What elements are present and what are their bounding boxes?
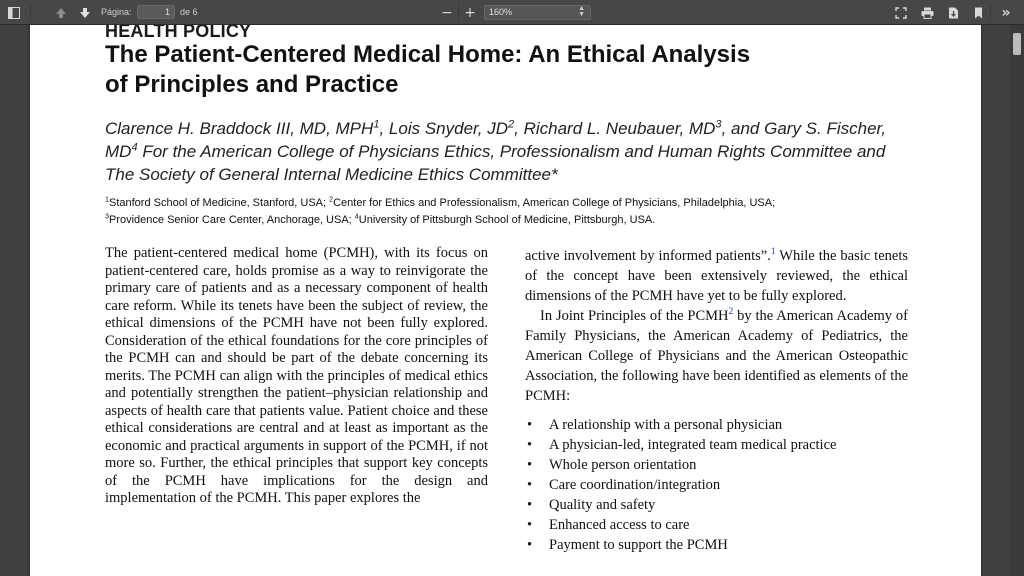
affil-ref: 4 bbox=[354, 212, 359, 221]
pdf-toolbar bbox=[0, 0, 1024, 25]
affil-ref: 2 bbox=[329, 195, 334, 204]
author-name: Richard L. Neubauer, MD bbox=[523, 119, 716, 138]
affiliation: University of Pittsburgh School of Medicine, Pittsburgh, USA. bbox=[358, 214, 656, 226]
list-item: • Care coordination/integration bbox=[525, 475, 908, 495]
vertical-scrollbar[interactable] bbox=[1010, 25, 1024, 576]
select-arrows-icon: ▲ ▼ bbox=[578, 5, 585, 18]
author-name: Clarence H. Braddock III, MD, MPH bbox=[105, 119, 374, 138]
article-title bbox=[105, 40, 865, 100]
sidebar-toggle-icon[interactable] bbox=[6, 3, 22, 22]
reference-link[interactable]: 2 bbox=[728, 307, 734, 318]
paragraph bbox=[525, 246, 908, 306]
previous-page-icon[interactable] bbox=[53, 3, 69, 22]
paragraph-text: In Joint Principles of the PCMH bbox=[540, 308, 729, 324]
affiliations bbox=[105, 195, 925, 229]
affiliation: Providence Senior Care Center, Anchorage, USA; bbox=[108, 214, 355, 226]
abstract-text: The patient-centered medical home (PCMH), with its focus on patient-centered care, holds promise as a way to reinvigorate the primary care of patients and as a necessary component of health care reform. While its tenets have been the subject of review, the ethical dimensions of the PCMH have not been fully explored. Consideration of the ethical foundations for the core principles of the PCMH can and should be part of the debate concerning its merits. The PCMH can align with the principles of medical ethics and potentially strengthen the patient–physician relationship and aspects of health care that patients value. Patient choice and these ethical considerations are central and at least as important as the economic and practical arguments in support of the PCMH, if not more so. Further, the ethical principles that support key concepts of the PCMH have implications for the design and implementation of the PCMH. This paper explores the bbox=[105, 245, 488, 506]
title-line-2: of Principles and Practice bbox=[105, 71, 399, 98]
page-count-label: de 6 bbox=[180, 7, 198, 17]
list-item: • A physician-led, integrated team medical practice bbox=[525, 435, 908, 455]
section-label: HEALTH POLICY bbox=[105, 25, 252, 41]
author-affil-ref: 4 bbox=[131, 141, 138, 154]
zoom-value: 160% bbox=[489, 7, 513, 17]
affil-ref: 1 bbox=[105, 195, 109, 204]
list-item: • Payment to support the PCMH bbox=[525, 535, 908, 555]
scrollbar-thumb[interactable] bbox=[1013, 33, 1021, 55]
affil-ref: 3 bbox=[105, 212, 109, 221]
paragraph bbox=[525, 306, 908, 406]
zoom-in-button[interactable]: + bbox=[464, 4, 476, 21]
print-icon[interactable] bbox=[919, 3, 935, 22]
document-viewer[interactable] bbox=[0, 25, 1010, 576]
pcmh-elements-list bbox=[525, 415, 908, 555]
pdf-page bbox=[30, 25, 981, 576]
page-number-input[interactable]: 1 bbox=[137, 5, 175, 19]
author-name: Lois Snyder, JD bbox=[388, 119, 508, 138]
author-affil-ref: 2 bbox=[507, 118, 515, 131]
page-number-label: Página: bbox=[101, 7, 132, 17]
paragraph-text: While the basic tenets of the concept have been extensively reviewed, the ethical dimensions of the PCMH have yet to be fully explored. bbox=[525, 248, 908, 304]
author-affil-ref: 3 bbox=[715, 118, 722, 131]
author-affil-ref: 1 bbox=[373, 118, 380, 131]
download-icon[interactable] bbox=[945, 3, 961, 22]
authors-committee: For the American College of Physicians Ethics, Professionalism and Human Rights Committee and The Society of General Internal Medicine Ethics Committee* bbox=[105, 142, 886, 184]
title-line-1: The Patient-Centered Medical Home: An Ethical Analysis bbox=[105, 41, 751, 68]
author-name: Gary S. Fischer, MD bbox=[105, 119, 886, 161]
next-page-icon[interactable] bbox=[77, 3, 93, 22]
presentation-mode-icon[interactable] bbox=[893, 3, 909, 22]
list-item: • A relationship with a personal physician bbox=[525, 415, 908, 435]
affiliation: Center for Ethics and Professionalism, American College of Physicians, Philadelphia, USA; bbox=[333, 197, 776, 209]
paragraph-text: active involvement by informed patients”. bbox=[525, 248, 771, 264]
list-item: • Whole person orientation bbox=[525, 455, 908, 475]
author-list: Clarence H. Braddock III, MD, MPH$^1$, Lois Snyder, $JD^2$, Richard L. Neubauer, $MD^3$, and Gary S. Fischer, $MD^4$ For the American College of Physicians Ethics, Professionalism and Human Rights Committee and The Society of General Internal Medicine Ethics Committee* bbox=[105, 118, 886, 184]
paragraph-text: by the American Academy of Family Physicians, the American Academy of Pediatrics, the American College of Physicians and the American Osteopathic Association, the following have been identified as elements of the PCMH: bbox=[525, 308, 909, 404]
reference-link[interactable]: 1 bbox=[770, 247, 776, 258]
bookmark-icon[interactable] bbox=[970, 3, 986, 22]
zoom-select[interactable] bbox=[484, 5, 591, 20]
tools-menu-icon[interactable]: » bbox=[1001, 4, 1011, 21]
list-item: • Enhanced access to care bbox=[525, 515, 908, 535]
right-column bbox=[525, 246, 908, 555]
list-item: • Quality and safety bbox=[525, 495, 908, 515]
affiliation: Stanford School of Medicine, Stanford, USA; bbox=[108, 197, 330, 209]
zoom-out-button[interactable]: − bbox=[441, 4, 453, 21]
